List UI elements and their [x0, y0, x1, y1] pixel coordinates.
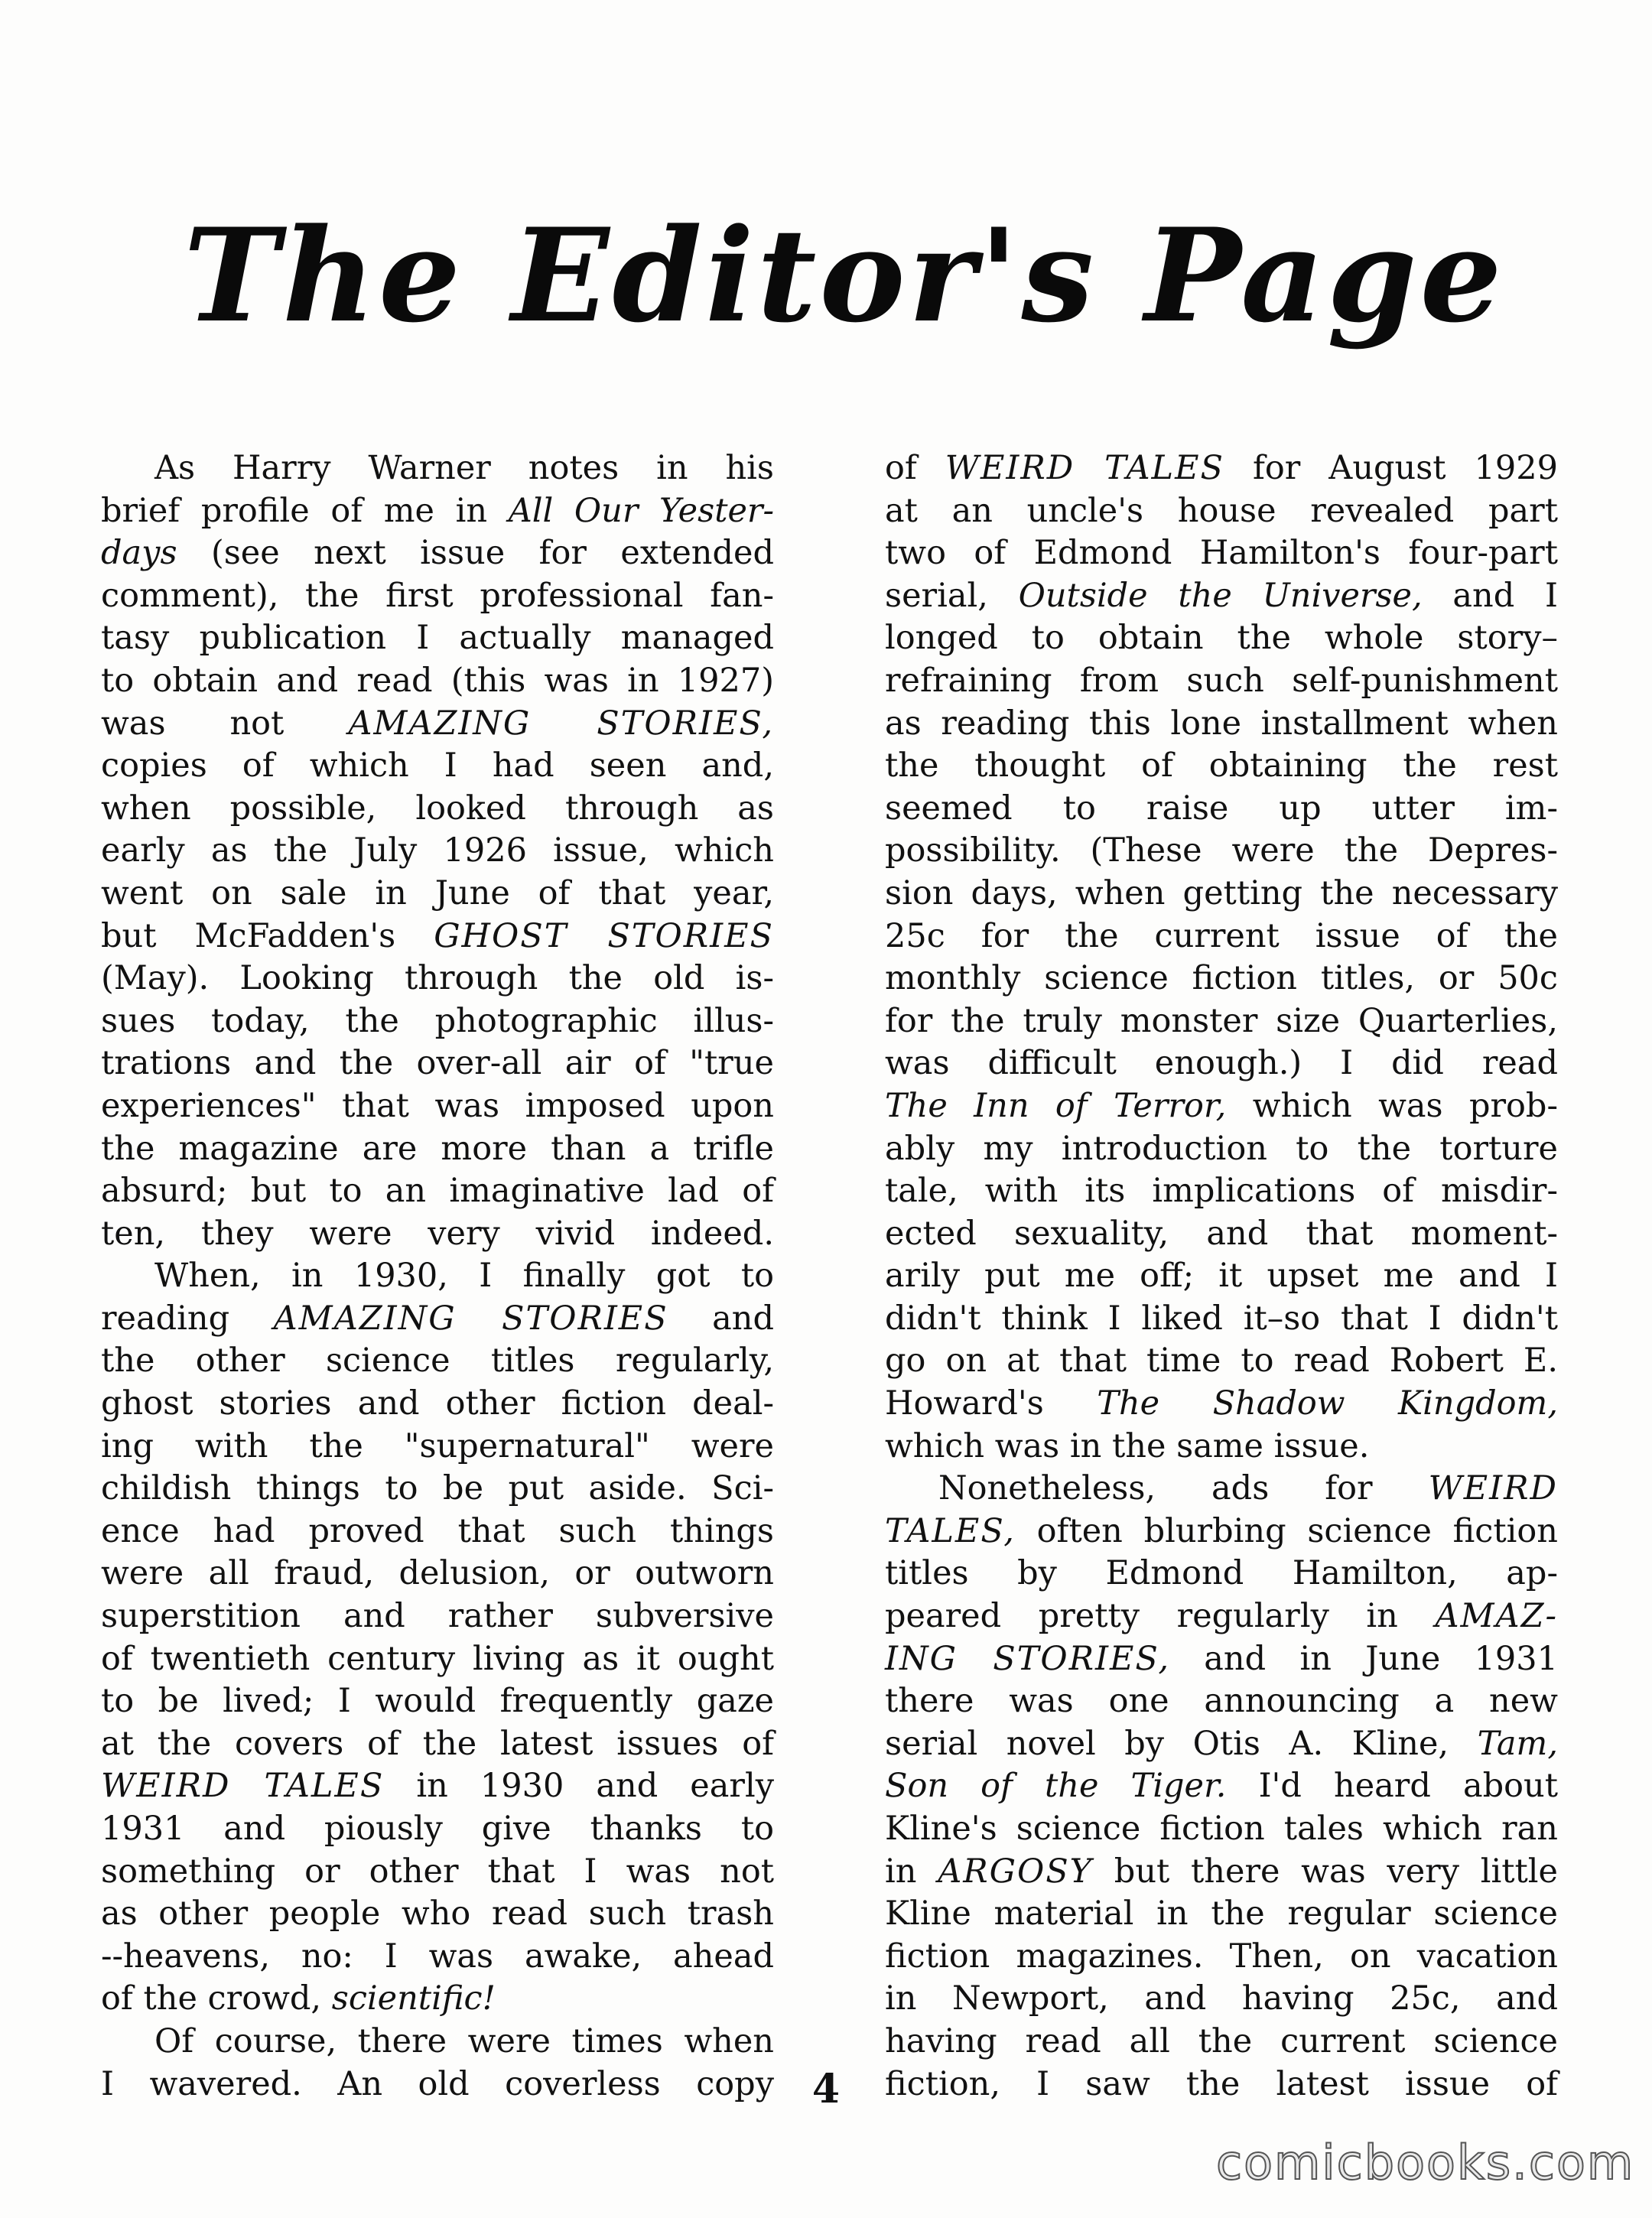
text-line: [885, 447, 1558, 490]
text-line: in Newport, and having 25c, and: [885, 1979, 1558, 2018]
text-line: didn't think I liked it–so that I didn't: [885, 1299, 1558, 1338]
text-line: [885, 1723, 1558, 1766]
emphasized-text: The Inn of Terror,: [885, 1086, 1227, 1125]
text-line: two of Edmond Hamilton's four-part: [885, 534, 1558, 573]
text-line: [101, 532, 774, 575]
text-line: was difficult enough.) I did read: [885, 1044, 1558, 1083]
text-line: [101, 703, 774, 746]
emphasized-text: Outside the Universe,: [1018, 576, 1423, 615]
text-segment: in: [885, 1852, 938, 1891]
text-line: the other science titles regularly,: [101, 1342, 774, 1381]
text-line: tasy publication I actually managed: [101, 619, 774, 658]
text-line: early as the July 1926 issue, which: [101, 831, 774, 870]
text-line: [101, 1978, 774, 2021]
emphasized-text: WEIRD TALES: [945, 449, 1224, 487]
emphasized-text: ARGOSY: [938, 1852, 1094, 1891]
text-line: 1931 and piously give thanks to: [101, 1810, 774, 1848]
text-line: comment), the first professional fan-: [101, 576, 774, 615]
text-line: went on sale in June of that year,: [101, 873, 774, 912]
text-line: trations and the over-all air of "true: [101, 1044, 774, 1083]
text-line: ghost stories and other fiction deal-: [101, 1384, 774, 1423]
emphasized-text: Tam,: [1477, 1724, 1558, 1763]
text-line: [101, 1765, 774, 1808]
emphasized-text: AMAZING STORIES: [273, 1299, 668, 1338]
text-segment: in 1930 and early: [384, 1767, 774, 1806]
text-line: sion days, when getting the necessary: [885, 873, 1558, 912]
text-line: As Harry Warner notes in his: [154, 449, 774, 487]
text-segment: serial,: [885, 576, 1019, 615]
text-line: to be lived; I would frequently gaze: [101, 1682, 774, 1721]
emphasized-text: WEIRD: [1428, 1469, 1558, 1508]
text-segment: reading: [101, 1299, 274, 1338]
text-line: go on at that time to read Robert E.: [885, 1342, 1558, 1381]
emphasized-text: AMAZING STORIES,: [348, 704, 774, 743]
text-line: ably my introduction to the torture: [885, 1129, 1558, 1168]
text-line: absurd; but to an imaginative lad of: [101, 1172, 774, 1211]
text-line: for the truly monster size Quarterlies,: [885, 1001, 1558, 1040]
text-line: something or other that I was not: [101, 1852, 774, 1891]
text-line: of twentieth century living as it ought: [101, 1639, 774, 1678]
text-line: childish things to be put aside. Sci-: [101, 1469, 774, 1508]
text-segment: often blurbing science fiction: [1015, 1511, 1558, 1550]
text-segment: peared pretty regularly in: [885, 1597, 1436, 1636]
watermark-text: comicbooks.com: [1216, 2135, 1635, 2190]
text-line: seemed to raise up utter im-: [885, 789, 1558, 828]
text-line: [885, 1511, 1558, 1553]
emphasized-text: days: [101, 534, 177, 573]
text-segment: which was prob-: [1226, 1086, 1558, 1125]
text-line: Kline material in the regular science: [885, 1894, 1558, 1933]
text-line: [885, 1765, 1558, 1808]
text-line: the thought of obtaining the rest: [885, 746, 1558, 785]
text-segment: (see next issue for extended: [177, 534, 774, 573]
text-segment: and in June 1931: [1170, 1639, 1558, 1678]
text-segment: Howard's: [885, 1384, 1098, 1423]
text-line: ence had proved that such things: [101, 1511, 774, 1550]
emphasized-text: All Our Yester-: [508, 491, 775, 530]
text-line: Kline's science fiction tales which ran: [885, 1810, 1558, 1848]
text-line: possibility. (These were the Depres-: [885, 831, 1558, 870]
text-line: ing with the "supernatural" were: [101, 1426, 774, 1465]
emphasized-text: ING STORIES,: [885, 1639, 1170, 1678]
text-line: [885, 575, 1558, 618]
emphasized-text: scientific!: [331, 1979, 496, 2018]
text-line: [885, 1383, 1558, 1426]
text-line: tale, with its implications of misdir-: [885, 1172, 1558, 1211]
text-line: copies of which I had seen and,: [101, 746, 774, 785]
text-line: titles by Edmond Hamilton, ap-: [885, 1554, 1558, 1593]
text-segment: but there was very little: [1093, 1852, 1558, 1891]
emphasized-text: AMAZ-: [1435, 1597, 1558, 1636]
text-line: as reading this lone installment when: [885, 704, 1558, 743]
text-line: When, in 1930, I finally got to: [154, 1257, 774, 1296]
text-line: [101, 915, 774, 958]
text-line: 25c for the current issue of the: [885, 916, 1558, 955]
emphasized-text: GHOST STORIES: [434, 916, 774, 955]
emphasized-text: TALES,: [885, 1511, 1016, 1550]
text-line: longed to obtain the whole story–: [885, 619, 1558, 658]
emphasized-text: WEIRD TALES: [101, 1767, 385, 1806]
text-line: [885, 1595, 1558, 1638]
text-segment: and: [668, 1299, 774, 1338]
emphasized-text: Son of the Tiger.: [885, 1767, 1227, 1806]
text-line: when possible, looked through as: [101, 789, 774, 828]
text-line: sues today, the photographic illus-: [101, 1001, 774, 1040]
text-line: [885, 1851, 1558, 1894]
text-line: arily put me off; it upset me and I: [885, 1257, 1558, 1296]
text-line: [885, 1638, 1558, 1681]
page-number: 4: [811, 2066, 841, 2112]
text-segment: was not: [101, 704, 349, 743]
text-line: as other people who read such trash: [101, 1894, 774, 1933]
text-segment: serial novel by Otis A. Kline,: [885, 1724, 1478, 1763]
text-segment: Nonetheless, ads for: [938, 1469, 1429, 1508]
text-segment: and I: [1422, 576, 1558, 615]
text-line: fiction, I saw the latest issue of: [885, 2064, 1558, 2103]
text-line: ected sexuality, and that moment-: [885, 1214, 1558, 1253]
text-line: monthly science fiction titles, or 50c: [885, 959, 1558, 998]
text-line: [885, 1085, 1558, 1128]
text-line: I wavered. An old coverless copy: [101, 2064, 774, 2103]
text-line: ten, they were very vivid indeed.: [101, 1214, 774, 1253]
left-text-column: [101, 447, 774, 2106]
text-line: fiction magazines. Then, on vacation: [885, 1937, 1558, 1976]
text-line: were all fraud, delusion, or outworn: [101, 1554, 774, 1593]
text-line: superstition and rather subversive: [101, 1597, 774, 1636]
text-segment: for August 1929: [1224, 449, 1558, 487]
text-line: having read all the current science: [885, 2021, 1558, 2060]
text-line: --heavens, no: I was awake, ahead: [101, 1937, 774, 1976]
page-title: The Editor's Page: [184, 200, 1505, 351]
text-line: at the covers of the latest issues of: [101, 1724, 774, 1763]
text-segment: but McFadden's: [101, 916, 434, 955]
text-line: the magazine are more than a trifle: [101, 1129, 774, 1168]
text-line: experiences" that was imposed upon: [101, 1086, 774, 1125]
text-segment: of the crowd,: [101, 1979, 332, 2018]
text-line: at an uncle's house revealed part: [885, 491, 1558, 530]
text-line: [101, 1298, 774, 1341]
text-line: to obtain and read (this was in 1927): [101, 661, 774, 700]
text-line: which was in the same issue.: [885, 1426, 1370, 1465]
text-line: (May). Looking through the old is-: [101, 959, 774, 998]
text-line: there was one announcing a new: [885, 1682, 1558, 1721]
text-segment: of: [885, 449, 945, 487]
text-segment: brief profile of me in: [101, 491, 509, 530]
right-text-column: [885, 447, 1558, 2106]
text-line: [101, 490, 774, 533]
emphasized-text: The Shadow Kingdom,: [1097, 1384, 1559, 1423]
text-line: Of course, there were times when: [154, 2021, 774, 2060]
text-line: [885, 1468, 1558, 1511]
text-segment: I'd heard about: [1226, 1767, 1558, 1806]
text-line: refraining from such self-punishment: [885, 661, 1558, 700]
